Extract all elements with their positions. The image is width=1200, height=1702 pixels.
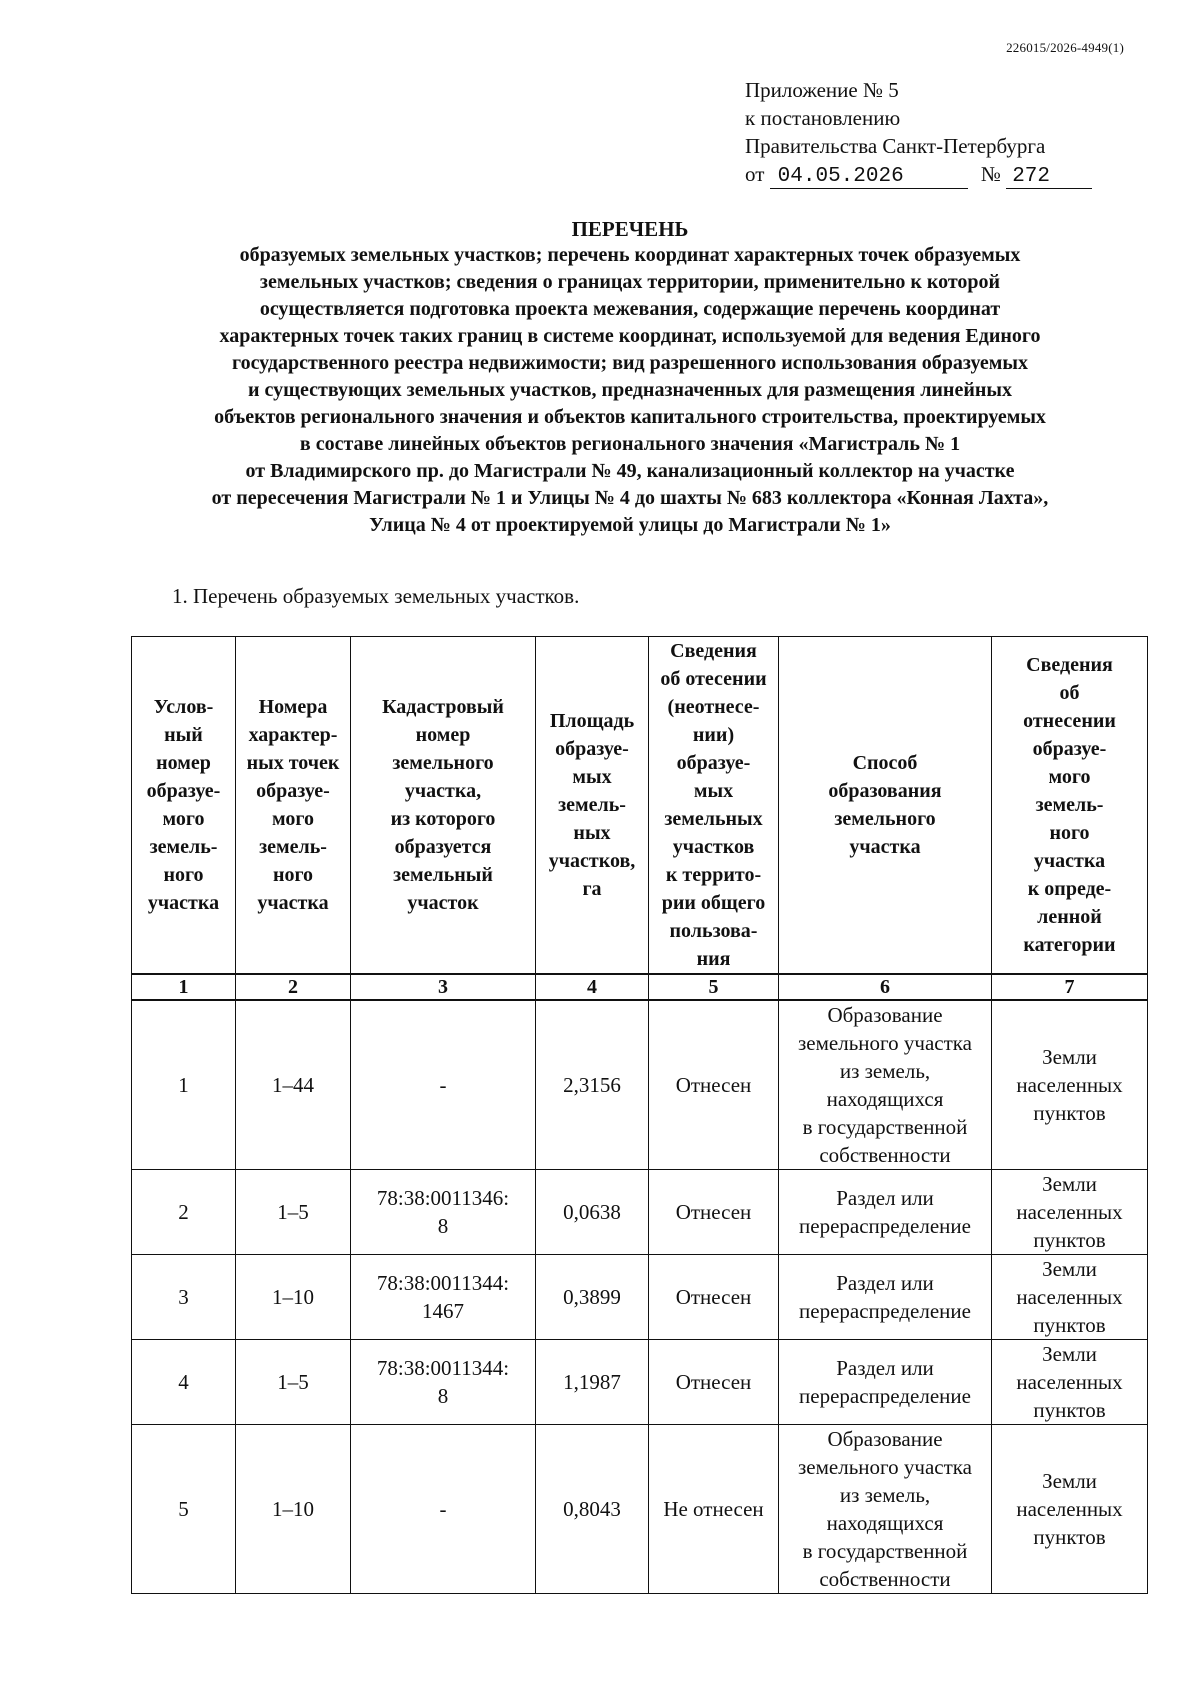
parcel-category: Земли населенных пунктов <box>992 1340 1148 1425</box>
column-header: Номера характер- ных точек образуе- мого земель- ного участка <box>236 637 351 975</box>
subtitle-line: в составе линейных объектов регионального значения «Магистраль № 1 <box>299 433 961 455</box>
parcel-method: Раздел или перераспределение <box>779 1170 992 1255</box>
document-title-block <box>60 216 1200 539</box>
parcel-public-use: Отнесен <box>649 1340 779 1425</box>
appendix-line-1: Приложение № 5 <box>745 78 899 102</box>
table-header-row <box>132 637 1148 975</box>
subtitle-line: объектов регионального значения и объектов капитального строительства, проектируемых <box>214 406 1046 428</box>
document-id: 226015/2026-4949(1) <box>1006 40 1124 55</box>
column-number: 1 <box>132 974 236 1000</box>
parcel-area: 1,1987 <box>536 1340 649 1425</box>
parcel-cadastral: - <box>351 1000 536 1170</box>
table-row <box>132 1255 1148 1340</box>
appendix-line-2: к постановлению <box>745 106 901 130</box>
parcel-area: 0,0638 <box>536 1170 649 1255</box>
parcel-category: Земли населенных пунктов <box>992 1170 1148 1255</box>
parcel-method: Раздел или перераспределение <box>779 1255 992 1340</box>
parcel-cadastral: 78:38:0011346: 8 <box>351 1170 536 1255</box>
subtitle-line: Улица № 4 от проектируемой улицы до Магистрали № 1» <box>369 514 891 536</box>
section-heading: 1. Перечень образуемых земельных участков. <box>172 584 580 608</box>
table-row <box>132 1425 1148 1594</box>
parcel-public-use: Отнесен <box>649 1170 779 1255</box>
parcel-number: 4 <box>132 1340 236 1425</box>
subtitle-line: государственного реестра недвижимости; вид разрешенного использования образуемых <box>231 352 1028 374</box>
parcel-points: 1–44 <box>236 1000 351 1170</box>
parcel-method: Образование земельного участка из земель, находящихся в государственной собственности <box>779 1000 992 1170</box>
column-header: Сведения об отесении (неотнесе- нии) образуе- мых земельных участков к террито- рии общего пользова- ния <box>649 637 779 975</box>
subtitle-line: от Владимирского пр. до Магистрали № 49, канализационный коллектор на участке <box>245 460 1015 482</box>
table-row <box>132 1340 1148 1425</box>
column-header: Услов- ный номер образуе- мого земель- ного участка <box>132 637 236 975</box>
column-number-row <box>132 974 1148 1000</box>
subtitle-line: образуемых земельных участков; перечень координат характерных точек образуемых <box>239 244 1021 266</box>
parcel-cadastral: 78:38:0011344: 8 <box>351 1340 536 1425</box>
parcel-category: Земли населенных пунктов <box>992 1255 1148 1340</box>
parcel-method: Раздел или перераспределение <box>779 1340 992 1425</box>
parcel-category: Земли населенных пунктов <box>992 1000 1148 1170</box>
column-number: 5 <box>649 974 779 1000</box>
parcel-public-use: Отнесен <box>649 1000 779 1170</box>
subtitle-line: осуществляется подготовка проекта межевания, содержащие перечень координат <box>259 298 1001 320</box>
column-header: Кадастровый номер земельного участка, из которого образуется земельный участок <box>351 637 536 975</box>
parcel-public-use: Отнесен <box>649 1255 779 1340</box>
appendix-block <box>745 76 1092 189</box>
parcel-public-use: Не отнесен <box>649 1425 779 1594</box>
column-header: Сведения об отнесении образуе- мого земель- ного участка к опреде- ленной категории <box>992 637 1148 975</box>
column-number: 7 <box>992 974 1148 1000</box>
parcel-points: 1–5 <box>236 1340 351 1425</box>
column-number: 3 <box>351 974 536 1000</box>
appendix-date: 04.05.2026 <box>770 166 968 189</box>
column-header: Площадь образуе- мых земель- ных участков, га <box>536 637 649 975</box>
parcel-area: 0,3899 <box>536 1255 649 1340</box>
table-row <box>132 1000 1148 1170</box>
parcel-number: 2 <box>132 1170 236 1255</box>
table-row <box>132 1170 1148 1255</box>
appendix-line-3: Правительства Санкт-Петербурга <box>745 134 1046 158</box>
parcel-cadastral: - <box>351 1425 536 1594</box>
appendix-number: 272 <box>1006 166 1092 189</box>
parcel-number: 5 <box>132 1425 236 1594</box>
parcels-table <box>131 636 1148 1594</box>
parcel-number: 1 <box>132 1000 236 1170</box>
document-title: ПЕРЕЧЕНЬ <box>571 217 689 241</box>
subtitle-line: характерных точек таких границ в системе координат, используемой для ведения Единого <box>219 325 1041 347</box>
parcel-number: 3 <box>132 1255 236 1340</box>
subtitle-line: и существующих земельных участков, предназначенных для размещения линейных <box>248 379 1012 401</box>
column-number: 6 <box>779 974 992 1000</box>
subtitle-line: земельных участков; сведения о границах территории, применительно к которой <box>259 271 1001 293</box>
appendix-from-label: от <box>745 162 765 186</box>
column-number: 4 <box>536 974 649 1000</box>
column-number: 2 <box>236 974 351 1000</box>
parcel-points: 1–10 <box>236 1425 351 1594</box>
appendix-number-label: № <box>980 162 1001 186</box>
parcel-area: 2,3156 <box>536 1000 649 1170</box>
subtitle-line: от пересечения Магистрали № 1 и Улицы № 4 до шахты № 683 коллектора «Конная Лахта», <box>211 487 1049 509</box>
parcel-method: Образование земельного участка из земель, находящихся в государственной собственности <box>779 1425 992 1594</box>
column-header: Способ образования земельного участка <box>779 637 992 975</box>
parcel-points: 1–10 <box>236 1255 351 1340</box>
appendix-date-line <box>745 160 1092 189</box>
parcel-category: Земли населенных пунктов <box>992 1425 1148 1594</box>
parcel-area: 0,8043 <box>536 1425 649 1594</box>
parcel-cadastral: 78:38:0011344: 1467 <box>351 1255 536 1340</box>
parcel-points: 1–5 <box>236 1170 351 1255</box>
